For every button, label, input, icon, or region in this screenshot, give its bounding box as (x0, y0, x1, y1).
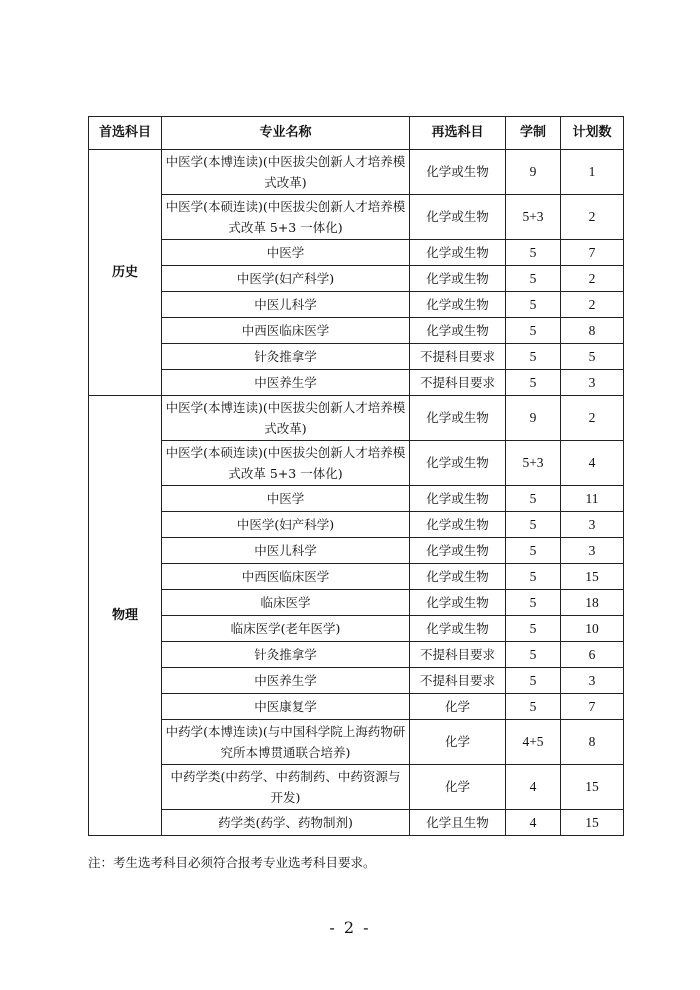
reselect-cell: 化学或生物 (410, 564, 506, 590)
years-cell: 5+3 (506, 195, 561, 240)
table-row (89, 512, 624, 538)
major-cell: 临床医学(老年医学) (162, 616, 410, 642)
reselect-cell: 化学或生物 (410, 318, 506, 344)
table-row (89, 616, 624, 642)
years-cell: 5 (506, 266, 561, 292)
reselect-cell: 化学 (410, 694, 506, 720)
table-row (89, 318, 624, 344)
plan-cell: 8 (561, 720, 624, 765)
years-cell: 9 (506, 150, 561, 195)
reselect-cell: 化学或生物 (410, 538, 506, 564)
subject-cell: 历史 (89, 150, 162, 396)
major-cell: 中医学(妇产科学) (162, 512, 410, 538)
table-row (89, 396, 624, 441)
plan-cell: 2 (561, 292, 624, 318)
years-cell: 5 (506, 538, 561, 564)
table-row (89, 538, 624, 564)
plan-cell: 3 (561, 668, 624, 694)
plan-cell: 2 (561, 396, 624, 441)
years-cell: 5 (506, 486, 561, 512)
reselect-cell: 化学或生物 (410, 512, 506, 538)
table-row (89, 344, 624, 370)
years-cell: 5 (506, 512, 561, 538)
plan-cell: 8 (561, 318, 624, 344)
table-row (89, 668, 624, 694)
header-plan: 计划数 (561, 117, 624, 150)
plan-cell: 4 (561, 441, 624, 486)
major-cell: 中医学 (162, 240, 410, 266)
table-row (89, 240, 624, 266)
years-cell: 5 (506, 616, 561, 642)
reselect-cell: 化学或生物 (410, 396, 506, 441)
major-cell: 中医儿科学 (162, 292, 410, 318)
header-reselect: 再选科目 (410, 117, 506, 150)
table-row (89, 195, 624, 240)
major-cell: 中医学(本硕连读)(中医拔尖创新人才培养模式改革 5+3 一体化) (162, 195, 410, 240)
plan-cell: 15 (561, 810, 624, 836)
plan-cell: 1 (561, 150, 624, 195)
footnote: 注：考生选考科目必须符合报考专业选考科目要求。 (88, 855, 376, 870)
plan-cell: 15 (561, 564, 624, 590)
years-cell: 5 (506, 292, 561, 318)
table-row (89, 292, 624, 318)
table-header-row (89, 117, 624, 150)
table-row (89, 486, 624, 512)
subject-cell: 物理 (89, 396, 162, 836)
plan-cell: 10 (561, 616, 624, 642)
years-cell: 5 (506, 240, 561, 266)
plan-cell: 3 (561, 370, 624, 396)
table-row (89, 590, 624, 616)
years-cell: 4 (506, 810, 561, 836)
major-cell: 中医学 (162, 486, 410, 512)
table-row (89, 765, 624, 810)
plan-cell: 3 (561, 538, 624, 564)
reselect-cell: 不提科目要求 (410, 668, 506, 694)
reselect-cell: 化学或生物 (410, 240, 506, 266)
major-cell: 药学类(药学、药物制剂) (162, 810, 410, 836)
major-cell: 临床医学 (162, 590, 410, 616)
plan-cell: 7 (561, 240, 624, 266)
years-cell: 5 (506, 642, 561, 668)
reselect-cell: 不提科目要求 (410, 642, 506, 668)
table-row (89, 642, 624, 668)
reselect-cell: 化学或生物 (410, 441, 506, 486)
reselect-cell: 化学或生物 (410, 616, 506, 642)
table-row (89, 694, 624, 720)
major-cell: 针灸推拿学 (162, 642, 410, 668)
plan-cell: 11 (561, 486, 624, 512)
years-cell: 5 (506, 590, 561, 616)
reselect-cell: 化学或生物 (410, 292, 506, 318)
reselect-cell: 化学 (410, 765, 506, 810)
years-cell: 5 (506, 318, 561, 344)
reselect-cell: 化学或生物 (410, 195, 506, 240)
reselect-cell: 化学或生物 (410, 590, 506, 616)
table-row (89, 370, 624, 396)
years-cell: 5 (506, 370, 561, 396)
table-row (89, 441, 624, 486)
years-cell: 5 (506, 694, 561, 720)
enrollment-plan-table (88, 116, 624, 836)
major-cell: 中西医临床医学 (162, 564, 410, 590)
reselect-cell: 化学且生物 (410, 810, 506, 836)
major-cell: 中医学(本博连读)(中医拔尖创新人才培养模式改革) (162, 150, 410, 195)
plan-cell: 2 (561, 266, 624, 292)
plan-cell: 5 (561, 344, 624, 370)
plan-cell: 7 (561, 694, 624, 720)
table-row (89, 266, 624, 292)
plan-cell: 18 (561, 590, 624, 616)
major-cell: 中医学(妇产科学) (162, 266, 410, 292)
major-cell: 中医养生学 (162, 668, 410, 694)
years-cell: 5 (506, 564, 561, 590)
years-cell: 5 (506, 344, 561, 370)
major-cell: 中医儿科学 (162, 538, 410, 564)
reselect-cell: 化学或生物 (410, 150, 506, 195)
reselect-cell: 化学或生物 (410, 266, 506, 292)
major-cell: 中医学(本硕连读)(中医拔尖创新人才培养模式改革 5+3 一体化) (162, 441, 410, 486)
major-cell: 针灸推拿学 (162, 344, 410, 370)
table-row (89, 564, 624, 590)
header-major: 专业名称 (162, 117, 410, 150)
table-body (89, 150, 624, 836)
plan-cell: 15 (561, 765, 624, 810)
years-cell: 5 (506, 668, 561, 694)
page-number: - 2 - (329, 918, 371, 937)
header-subject: 首选科目 (89, 117, 162, 150)
reselect-cell: 化学或生物 (410, 486, 506, 512)
major-cell: 中医养生学 (162, 370, 410, 396)
years-cell: 4+5 (506, 720, 561, 765)
major-cell: 中西医临床医学 (162, 318, 410, 344)
table-row (89, 810, 624, 836)
major-cell: 中药学类(中药学、中药制药、中药资源与开发) (162, 765, 410, 810)
plan-cell: 3 (561, 512, 624, 538)
table-row (89, 720, 624, 765)
plan-cell: 2 (561, 195, 624, 240)
major-cell: 中医康复学 (162, 694, 410, 720)
years-cell: 4 (506, 765, 561, 810)
years-cell: 9 (506, 396, 561, 441)
major-cell: 中药学(本博连读)(与中国科学院上海药物研究所本博贯通联合培养) (162, 720, 410, 765)
reselect-cell: 化学 (410, 720, 506, 765)
table-row (89, 150, 624, 195)
plan-cell: 6 (561, 642, 624, 668)
major-cell: 中医学(本博连读)(中医拔尖创新人才培养模式改革) (162, 396, 410, 441)
header-years: 学制 (506, 117, 561, 150)
years-cell: 5+3 (506, 441, 561, 486)
reselect-cell: 不提科目要求 (410, 370, 506, 396)
reselect-cell: 不提科目要求 (410, 344, 506, 370)
